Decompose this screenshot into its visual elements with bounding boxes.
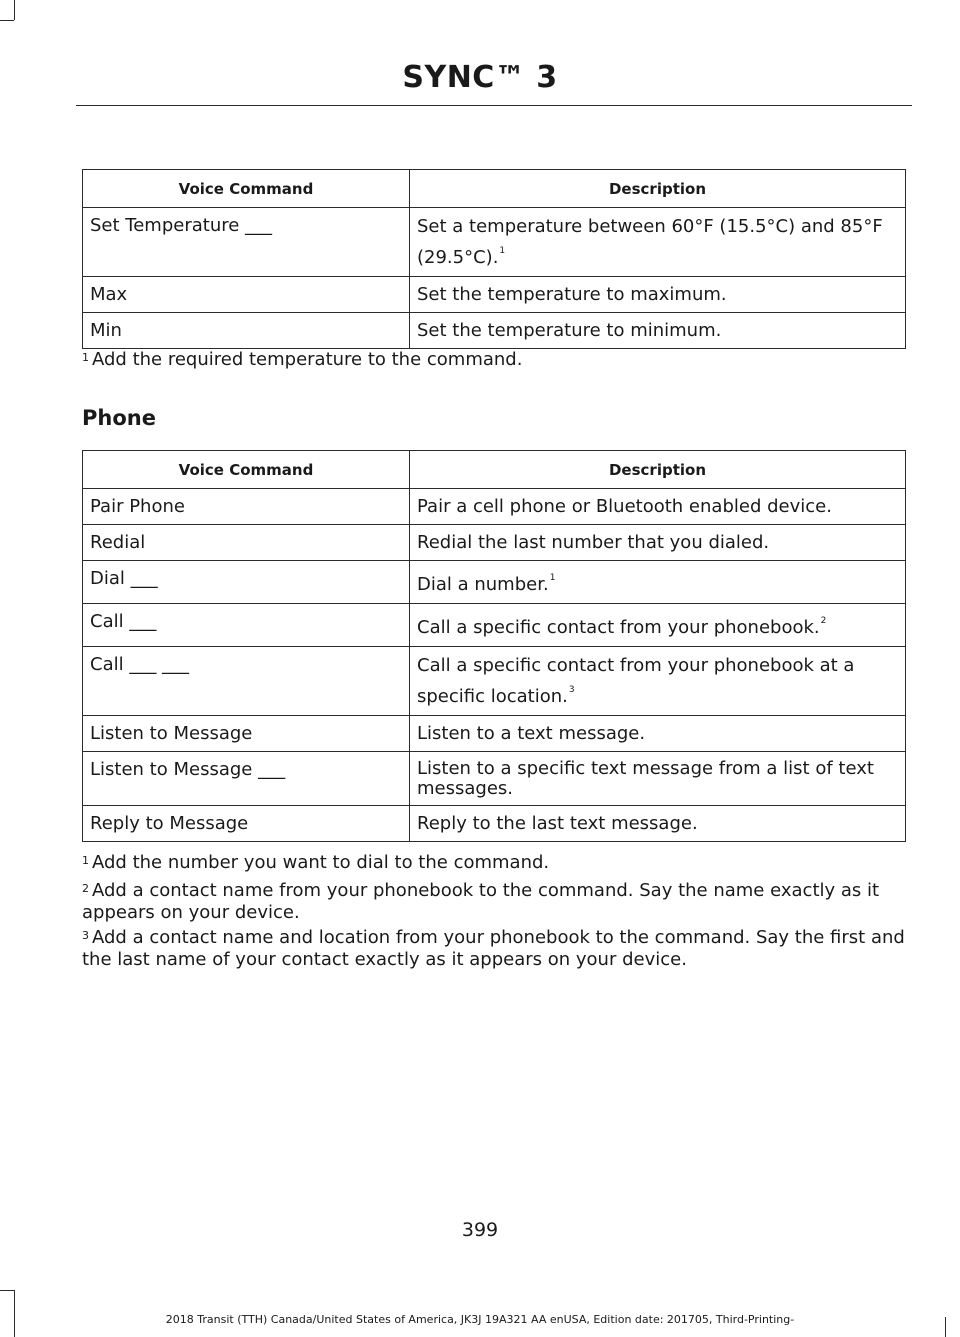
description-cell: Listen to a specific text message from a list of text messages.: [410, 752, 906, 806]
footnote-text: Add a contact name from your phonebook to the command. Say the name exactly as it appears on your device.: [82, 880, 880, 923]
table-row: [83, 208, 906, 277]
description-text: Set a temperature between 60°F (15.5°C) and 85°F (29.5°C).: [417, 216, 883, 268]
description-cell: Listen to a text message.: [410, 716, 906, 752]
footnote-mark: 2: [82, 882, 89, 895]
column-header-voice-command: Voice Command: [83, 451, 410, 489]
description-cell: [410, 208, 906, 277]
command-cell: Dial ___: [83, 561, 410, 604]
table-row: [83, 604, 906, 647]
description-cell: [410, 647, 906, 716]
footnote-ref: 3: [568, 685, 575, 695]
phone-voice-command-table: [82, 450, 906, 842]
description-text: Call a specific contact from your phonebook.: [417, 617, 820, 638]
column-header-voice-command: Voice Command: [83, 170, 410, 208]
table-row: [83, 277, 906, 313]
column-header-description: Description: [410, 170, 906, 208]
crop-mark: [0, 1290, 14, 1291]
climate-voice-command-table: [82, 169, 906, 349]
table-header-row: [83, 451, 906, 489]
description-cell: Redial the last number that you dialed.: [410, 525, 906, 561]
description-cell: Pair a cell phone or Bluetooth enabled device.: [410, 489, 906, 525]
description-cell: Set the temperature to minimum.: [410, 313, 906, 349]
table-row: [83, 489, 906, 525]
command-cell: Min: [83, 313, 410, 349]
description-text: Dial a number.: [417, 574, 549, 595]
command-cell: Call ___: [83, 604, 410, 647]
footnote-text: Add the number you want to dial to the command.: [92, 852, 550, 873]
footnote-ref: 1: [549, 573, 556, 583]
page-header-title: SYNC™ 3: [402, 60, 558, 95]
table-row: [83, 647, 906, 716]
table-row: [83, 806, 906, 842]
command-cell: Max: [83, 277, 410, 313]
crop-mark: [14, 0, 15, 20]
footnote-ref: 2: [820, 616, 827, 626]
table-row: [83, 313, 906, 349]
footnote-ref: 1: [499, 246, 506, 256]
command-cell: Set Temperature ___: [83, 208, 410, 277]
table-row: [83, 752, 906, 806]
footnote: [82, 852, 912, 874]
footnote: [82, 927, 912, 971]
footnote: [82, 880, 912, 924]
table-header-row: [83, 170, 906, 208]
command-cell: Pair Phone: [83, 489, 410, 525]
command-cell: Reply to Message: [83, 806, 410, 842]
footnote-text: Add the required temperature to the command.: [92, 349, 523, 370]
description-cell: Reply to the last text message.: [410, 806, 906, 842]
description-cell: [410, 561, 906, 604]
crop-mark: [0, 20, 14, 21]
footnote-text: Add a contact name and location from your phonebook to the command. Say the first and the last name of your contact exactly as it appears on your device.: [82, 927, 905, 970]
footnote-mark: 1: [82, 854, 89, 867]
column-header-description: Description: [410, 451, 906, 489]
table-row: [83, 525, 906, 561]
command-cell: Redial: [83, 525, 410, 561]
command-cell: Listen to Message: [83, 716, 410, 752]
page-number: 399: [461, 1219, 499, 1241]
footer-edition-info: 2018 Transit (TTH) Canada/United States of America, JK3J 19A321 AA enUSA, Edition date: 201705, Third-Printing-: [165, 1313, 795, 1326]
footnote-mark: 1: [82, 351, 89, 364]
description-cell: Set the temperature to maximum.: [410, 277, 906, 313]
header-divider: [76, 105, 912, 106]
command-cell: Call ___ ___: [83, 647, 410, 716]
table-row: [83, 561, 906, 604]
description-cell: [410, 604, 906, 647]
footnote-mark: 3: [82, 929, 89, 942]
command-cell: Listen to Message ___: [83, 752, 410, 806]
table-row: [83, 716, 906, 752]
description-text: Call a specific contact from your phonebook at a specific location.: [417, 655, 855, 707]
footnote: [82, 349, 912, 371]
section-title-phone: Phone: [82, 406, 156, 430]
